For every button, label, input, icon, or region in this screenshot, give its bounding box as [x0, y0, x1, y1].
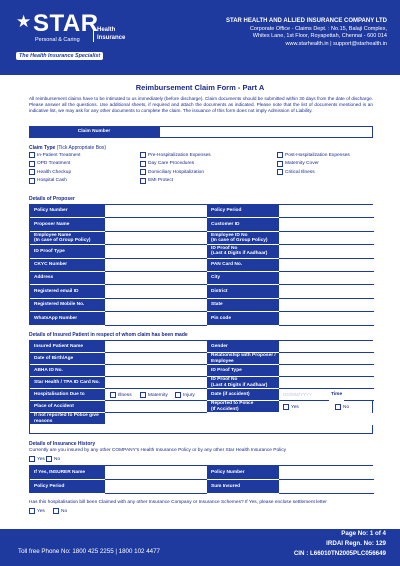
form-intro: All reimbursement claims have to be intimated to us immediately (before discharge). Claim documents should be submitted within 30 days from the date of discharge. Please answer all the questions. Use additional sheets, if required and attach the documents as indicated. Please note that the list of documents mentioned is an indicative list, we may ask for any other documents to complete the claim. The issuance of this form does not imply Admission of Liability.	[29, 96, 373, 113]
field-label: ID Proof No (Last 4 Digits if Aadhaar)	[207, 377, 279, 389]
logo-hi-word: Insurance	[97, 34, 126, 41]
field-value[interactable]	[105, 413, 374, 425]
form-title: Reimbursement Claim Form - Part A	[135, 83, 265, 92]
logo-sub: Personal & Caring	[35, 37, 80, 43]
field-value[interactable]	[105, 353, 207, 365]
field-value[interactable]	[279, 466, 374, 480]
police-no-label: No	[343, 404, 350, 410]
logo-text: STAR	[33, 10, 99, 37]
claim-type-option[interactable]	[277, 169, 315, 175]
field-value[interactable]	[279, 341, 374, 353]
claim-type-label: Post-Hospitalization Expenses	[285, 152, 350, 158]
field-label: City	[207, 272, 279, 285]
field-label: Employee Name (In case of Group Policy)	[30, 232, 105, 245]
claim-type-label: OPD Treatment	[37, 161, 71, 167]
company-contact[interactable]: www.starhealth.in | support@starhealth.in	[285, 40, 387, 47]
police-no-option[interactable]	[335, 404, 349, 410]
field-value[interactable]	[279, 272, 374, 285]
claimed-yes-option[interactable]: Yes	[29, 508, 45, 514]
field-label: ID Proof No (Last 4 Digits if Aadhaar)	[207, 245, 279, 258]
field-value[interactable]	[279, 312, 374, 325]
field-label: Place of Accident	[30, 401, 105, 413]
claim-type-option[interactable]	[140, 152, 211, 158]
claim-type-heading: Claim Type (Tick Appropriate Box)	[29, 145, 106, 151]
history-grid	[29, 465, 373, 493]
field-label: WhatsApp Number	[30, 312, 105, 325]
field-value[interactable]	[279, 232, 374, 245]
company-line1: Corporate Office - Claims Dept. : No.15, Balaji Complex,	[249, 25, 387, 32]
police-yes-option[interactable]	[283, 404, 299, 410]
field-value[interactable]	[105, 218, 207, 231]
field-label: Registered email ID	[30, 285, 105, 298]
claim-type-checkbox[interactable]	[277, 152, 283, 158]
logo-health-insurance	[93, 27, 125, 42]
claim-type-checkbox[interactable]	[140, 178, 146, 184]
claimed-yes-checkbox[interactable]	[29, 508, 35, 514]
claim-type-checkbox[interactable]	[277, 161, 283, 167]
field-value[interactable]	[105, 377, 207, 389]
company-address	[226, 18, 387, 48]
field-value[interactable]	[105, 389, 207, 401]
field-value[interactable]	[105, 312, 207, 325]
claim-type-label: Health Checkup	[37, 169, 72, 175]
field-label: If Yes, INSURER Name	[30, 466, 105, 480]
field-label: Insured Patient Name	[30, 341, 105, 353]
footer-meta	[294, 529, 386, 559]
field-label: Policy Period	[30, 480, 105, 494]
claim-type-option[interactable]	[140, 161, 194, 167]
field-label: State	[207, 299, 279, 312]
due-to-label: Maternity	[148, 392, 168, 398]
field-label: Reported to Police (If Accident)	[207, 401, 279, 413]
claim-type-checkbox[interactable]	[277, 169, 283, 175]
claim-type-label: Hospital Cash	[37, 178, 67, 184]
field-value[interactable]	[279, 365, 374, 377]
claim-type-label: Maternity Cover	[285, 161, 319, 167]
field-label: Address	[30, 272, 105, 285]
proposer-grid	[29, 204, 373, 325]
field-label: Date (if accident)	[207, 389, 279, 401]
claimed-no-option[interactable]: No	[53, 508, 67, 514]
field-label: Hospitalisation Due to	[30, 389, 105, 401]
claim-type-label: Pre-Hospitalization Expenses	[148, 152, 211, 158]
field-value[interactable]	[279, 245, 374, 258]
field-value[interactable]	[105, 285, 207, 298]
due-to-label: Illness	[118, 392, 132, 398]
patient-heading: Details of Insured Patient in respect of whom claim has been made	[29, 332, 188, 338]
claim-type-option[interactable]	[140, 169, 204, 175]
claim-type-option[interactable]	[140, 178, 173, 184]
field-value[interactable]	[105, 480, 207, 494]
claim-type-option[interactable]	[277, 152, 350, 158]
field-value[interactable]	[279, 285, 374, 298]
field-label: ABHA ID No.	[30, 365, 105, 377]
field-value[interactable]	[105, 341, 207, 353]
field-value[interactable]	[105, 272, 207, 285]
proposer-heading: Details of Proposer	[29, 196, 75, 202]
claimed-no-checkbox[interactable]	[53, 508, 59, 514]
field-value[interactable]	[279, 480, 374, 494]
field-value[interactable]	[105, 245, 207, 258]
claim-type-option[interactable]	[29, 152, 80, 158]
field-label: Star Health / TPA ID Card No.	[30, 377, 105, 389]
field-value[interactable]	[105, 299, 207, 312]
history-question2: Has this hospitalisation bill been Claimed with any other Insurance Company or Insurance Schemes? If Yes, please enclose settlement letter	[29, 500, 327, 505]
field-value[interactable]	[279, 299, 374, 312]
police-yes-label: Yes	[291, 404, 299, 410]
field-label: Customer ID	[207, 218, 279, 231]
claim-type-checkbox[interactable]	[29, 169, 35, 175]
field-label: Pin code	[207, 312, 279, 325]
field-label: Registered Mobile No.	[30, 299, 105, 312]
field-label: Policy Period	[207, 205, 279, 218]
logo-hi-word: Health	[97, 27, 116, 33]
claim-type-checkbox[interactable]	[29, 178, 35, 184]
field-label: If not reported to Police give reasons	[30, 413, 105, 425]
field-label: ID Proof Type	[207, 365, 279, 377]
claim-type-option[interactable]	[277, 161, 319, 167]
police-no-checkbox[interactable]	[335, 404, 341, 410]
history-no-option[interactable]: No	[46, 456, 60, 462]
field-value[interactable]	[105, 232, 207, 245]
star-icon: ★	[16, 12, 32, 31]
page-number: Page No: 1 of 4	[341, 530, 386, 537]
claim-type-option[interactable]	[29, 169, 71, 175]
claim-type-checkbox[interactable]	[29, 152, 35, 158]
company-line2: Whites Lane, 1st Floor, Royapettah, Chennai - 600 014	[252, 33, 387, 40]
irdai-regn: IRDAI Regn. No: 129	[326, 540, 386, 547]
tagline: The Health Insurance Specialist	[16, 52, 103, 60]
field-label: Employee ID No (In case of Group Policy)	[207, 232, 279, 245]
claim-type-label: EMI Protect	[148, 178, 174, 184]
history-yes-option[interactable]: Yes	[29, 456, 45, 462]
claim-type-checkbox[interactable]	[140, 152, 146, 158]
police-yes-checkbox[interactable]	[283, 404, 289, 410]
cin-number: CIN : L66010TN2005PLC056649	[293, 550, 386, 557]
history-question: Currently are you insured by any other COMPANY's Health Insurance Policy or by any other Star Health Insurance Policy	[29, 448, 287, 453]
claim-number-label: Claim Number	[29, 126, 159, 138]
patient-grid	[29, 340, 373, 434]
footer-bar	[0, 529, 400, 566]
field-label: Proposer Name	[30, 218, 105, 231]
claim-type-checkbox[interactable]	[140, 169, 146, 175]
field-label: Relationship with Proposer / Employee	[207, 353, 279, 365]
field-label: District	[207, 285, 279, 298]
claim-type-label: Critical Illness	[285, 169, 315, 175]
history-yes-checkbox[interactable]	[29, 456, 35, 462]
toll-free-numbers: Toll free Phone No: 1800 425 2255 | 1800 102 4477	[18, 548, 160, 555]
claim-type-label: In-Patient Treatment	[37, 152, 81, 158]
field-value[interactable]	[279, 259, 374, 272]
claim-type-option[interactable]	[29, 161, 70, 167]
field-label: Sum Insured	[207, 480, 279, 494]
field-label: Policy Number	[30, 205, 105, 218]
claim-number-field[interactable]	[159, 126, 373, 138]
field-label: ID Proof Type	[30, 245, 105, 258]
history-heading: Details of Insurance History	[29, 441, 96, 447]
company-name: STAR HEALTH AND ALLIED INSURANCE COMPANY LTD	[226, 18, 387, 24]
field-value[interactable]	[105, 365, 207, 377]
field-value[interactable]	[279, 218, 374, 231]
claim-type-label: Day Care Procedures	[148, 161, 195, 167]
claim-type-checkbox[interactable]	[140, 161, 146, 167]
field-value[interactable]	[105, 401, 207, 413]
field-label: Policy Number	[207, 466, 279, 480]
time-label: Time	[329, 389, 344, 401]
field-value[interactable]	[105, 259, 207, 272]
field-value[interactable]	[279, 205, 374, 218]
accident-date-field[interactable]: DD/MM/YYYY	[279, 389, 329, 401]
history-no-checkbox[interactable]	[46, 456, 52, 462]
time-field[interactable]	[344, 389, 374, 401]
field-value[interactable]	[279, 353, 374, 365]
field-label: Date of Birth/Age	[30, 353, 105, 365]
field-label: Gender	[207, 341, 279, 353]
field-value[interactable]	[105, 205, 207, 218]
claim-type-label: Domiciliary Hospitalization	[148, 169, 204, 175]
claim-type-checkbox[interactable]	[29, 161, 35, 167]
header-banner	[0, 0, 400, 75]
field-label: PAN Card No.	[207, 259, 279, 272]
field-value[interactable]	[105, 466, 207, 480]
due-to-label: Injury	[183, 392, 195, 398]
claim-type-option[interactable]	[29, 178, 67, 184]
field-value[interactable]	[279, 377, 374, 389]
field-label: CKYC Number	[30, 259, 105, 272]
